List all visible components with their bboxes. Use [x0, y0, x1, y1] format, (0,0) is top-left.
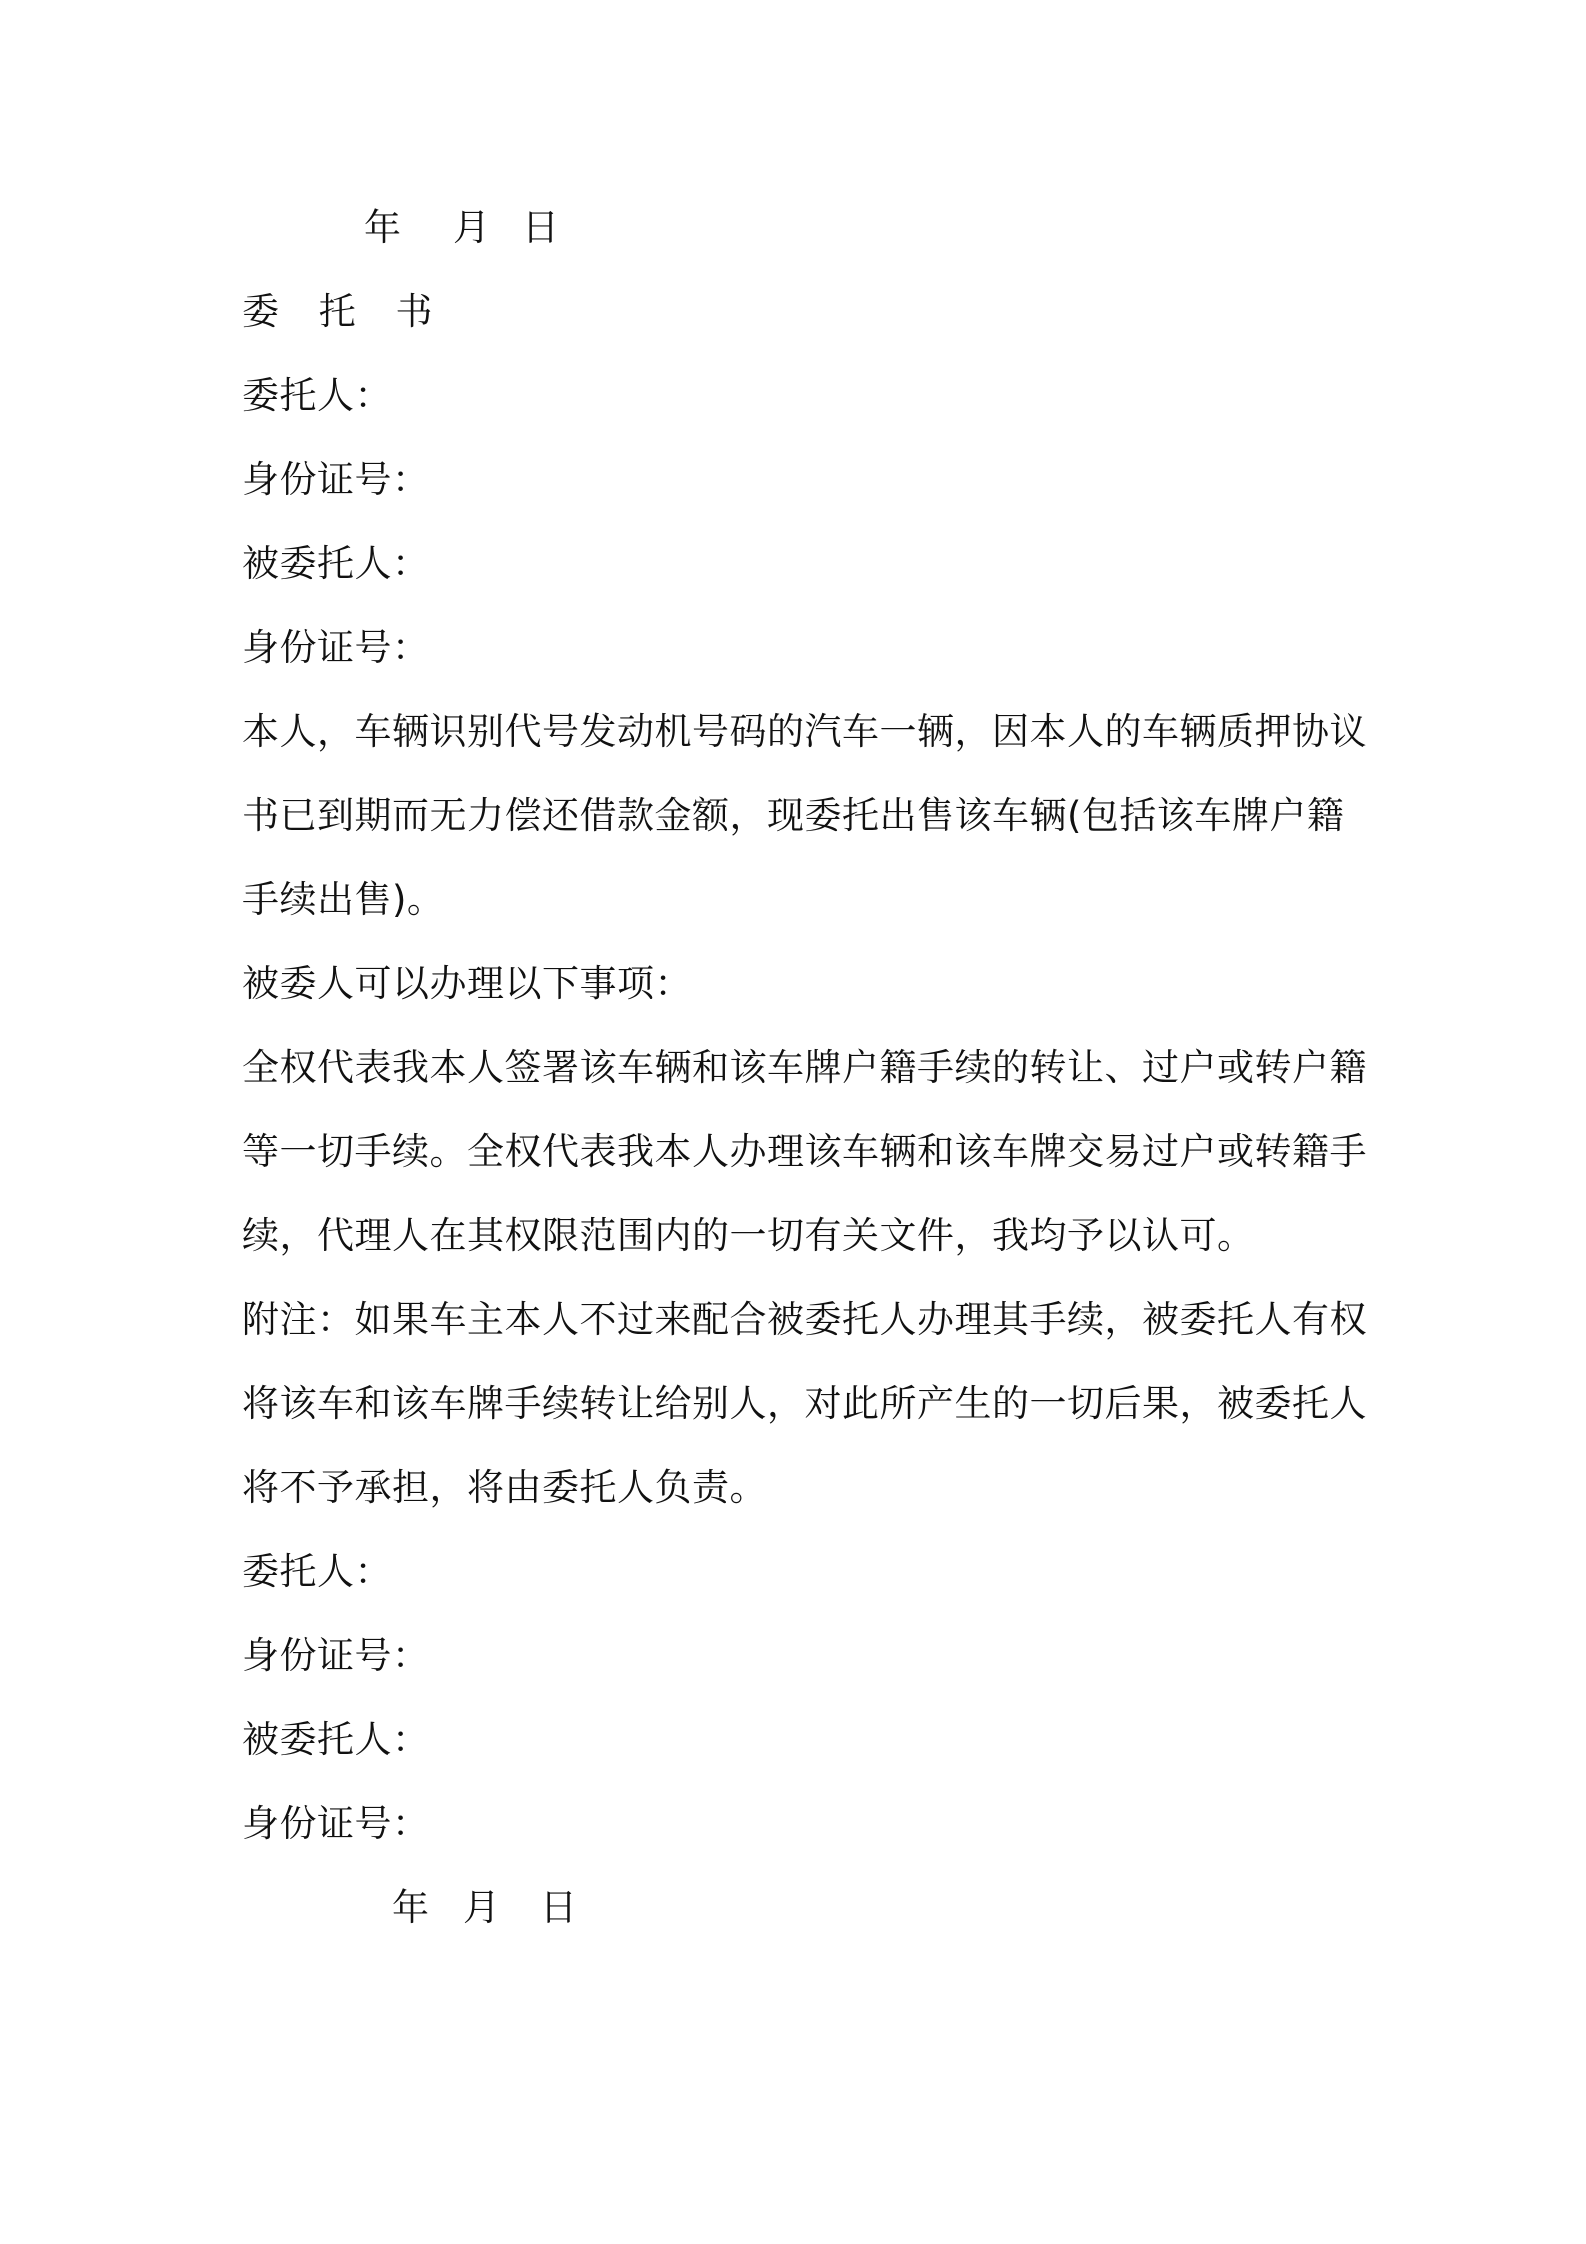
note-line-1: 附注：如果车主本人不过来配合被委托人办理其手续，被委托人有权: [242, 1298, 1367, 1341]
body-paragraph-2-line-1: 全权代表我本人签署该车辆和该车牌户籍手续的转让、过户或转户籍: [242, 1046, 1367, 1089]
body-paragraph-1-line-1: 本人，车辆识别代号发动机号码的汽车一辆，因本人的车辆质押协议: [242, 710, 1367, 753]
body-paragraph-2-line-2: 等一切手续。全权代表我本人办理该车辆和该车牌交易过户或转籍手: [242, 1130, 1367, 1173]
signature-agent-id-label: 身份证号：: [242, 1802, 430, 1845]
agent-id-label: 身份证号：: [242, 626, 430, 669]
body-paragraph-2-line-3: 续，代理人在其权限范围内的一切有关文件，我均予以认可。: [242, 1214, 1255, 1257]
document-title: 委 托 书: [242, 290, 447, 333]
date-line-bottom: [392, 1886, 1512, 1930]
date-month-label: 月: [463, 1886, 500, 1929]
body-paragraph-1-line-2: 书已到期而无力偿还借款金额，现委托出售该车辆(包括该车牌户籍: [242, 794, 1345, 837]
body-paragraph-1-line-3: 手续出售)。: [242, 878, 445, 921]
note-line-2: 将该车和该车牌手续转让给别人，对此所产生的一切后果，被委托人: [242, 1382, 1367, 1425]
date-month-label: 月: [453, 206, 490, 249]
note-line-3: 将不予承担，将由委托人负责。: [242, 1466, 767, 1509]
signature-agent-label: 被委托人：: [242, 1718, 430, 1761]
principal-id-label: 身份证号：: [242, 458, 430, 501]
date-year-label: 年: [364, 206, 401, 249]
matters-heading: 被委人可以办理以下事项：: [242, 962, 692, 1005]
principal-label: 委托人：: [242, 374, 392, 417]
date-line-top: [364, 206, 1484, 250]
date-day-label: 日: [540, 1886, 577, 1929]
date-day-label: 日: [522, 206, 559, 249]
signature-principal-id-label: 身份证号：: [242, 1634, 430, 1677]
date-year-label: 年: [392, 1886, 429, 1929]
signature-principal-label: 委托人：: [242, 1550, 392, 1593]
agent-label: 被委托人：: [242, 542, 430, 585]
